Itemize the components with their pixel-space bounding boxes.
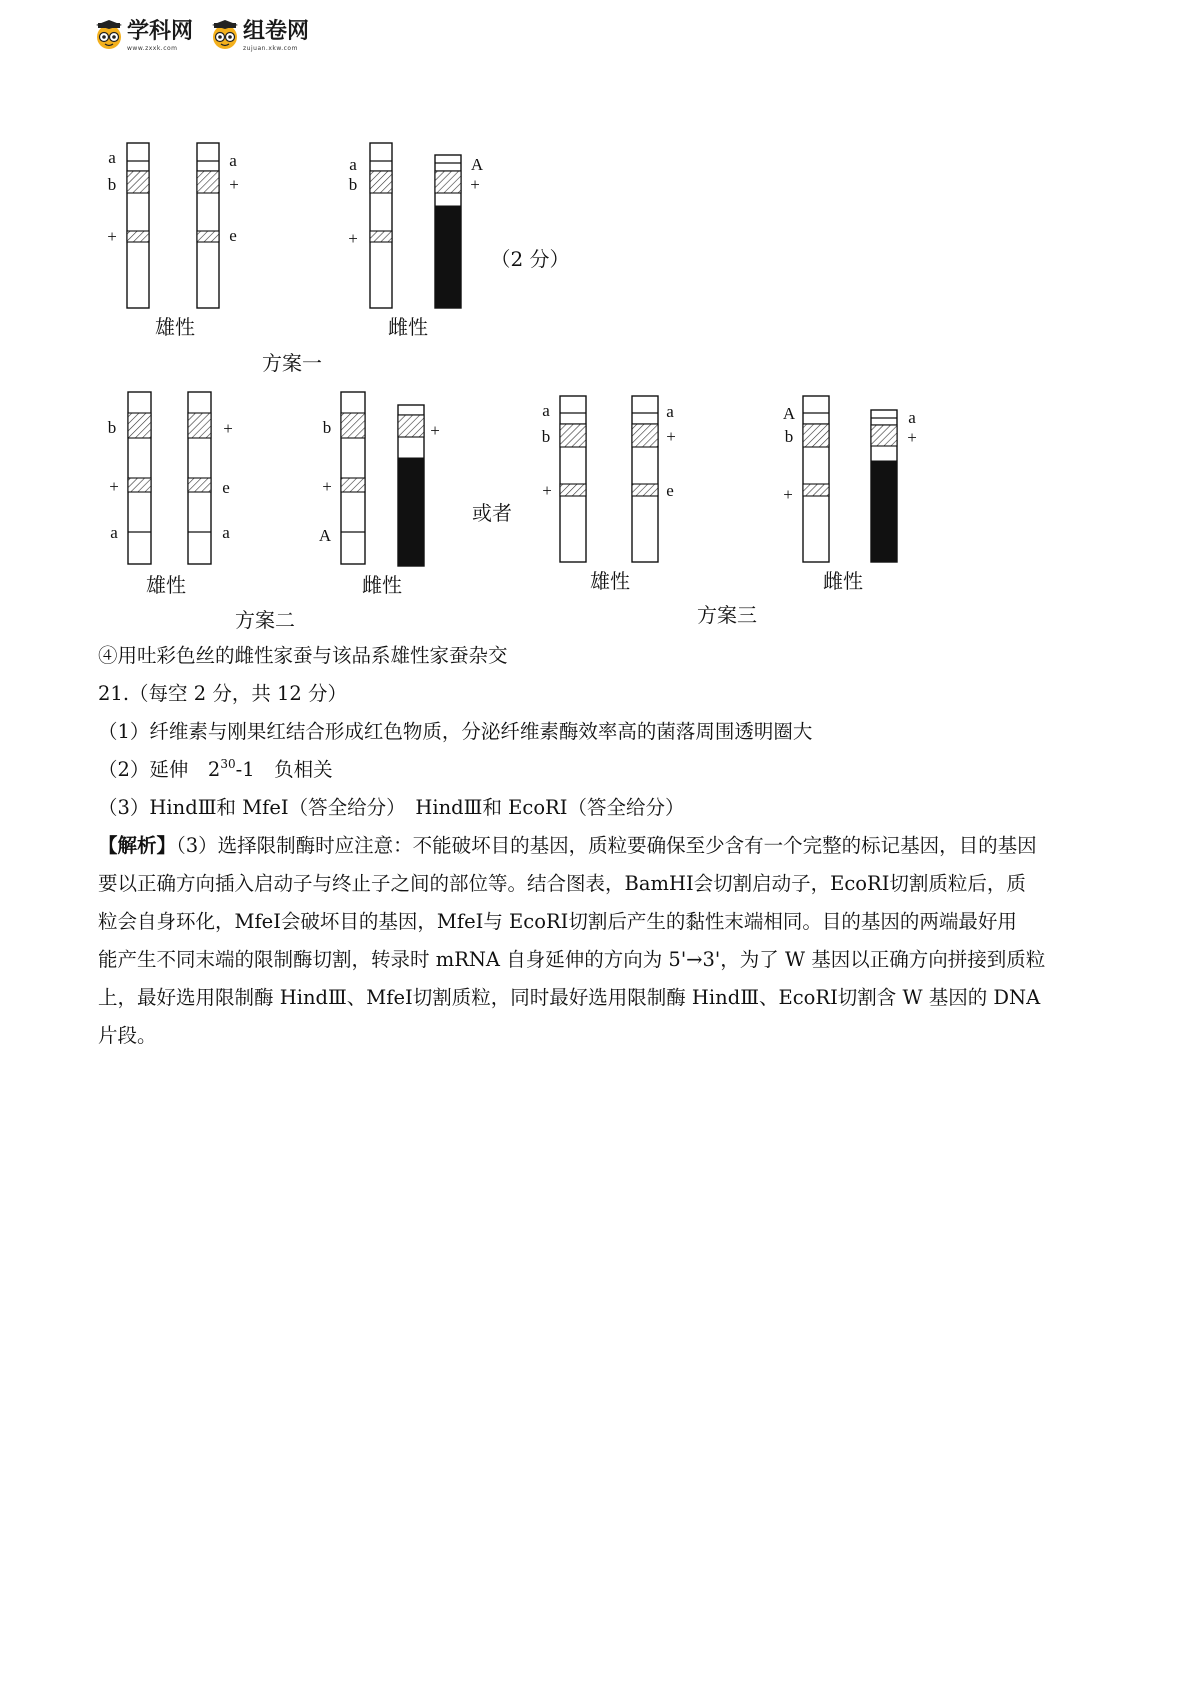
hatched-gene-locus <box>128 478 151 492</box>
allele-label: e <box>666 481 674 500</box>
allele-label: + <box>666 427 676 446</box>
allele-label: b <box>784 427 794 446</box>
allele-label: a <box>110 523 118 542</box>
allele-label: + <box>109 477 119 496</box>
hatched-gene-locus <box>632 424 658 447</box>
allele-label: + <box>322 477 332 496</box>
allele-label: a <box>229 151 237 170</box>
chromosome <box>197 143 219 308</box>
chromosome-diagram <box>0 0 1200 660</box>
plan-2-caption: 方案二 <box>235 608 295 632</box>
allele-label: a <box>222 523 230 542</box>
allele-label: a <box>108 148 116 167</box>
allele-label: + <box>430 421 440 440</box>
analysis-line: 片段。 <box>98 1024 157 1047</box>
allele-label: + <box>348 229 358 248</box>
part-2-prefix: （2）延伸 2 <box>98 758 221 781</box>
exponent: 30 <box>220 757 236 771</box>
analysis-text: （3）选择限制酶时应注意：不能破坏目的基因，质粒要确保至少含有一个完整的标记基因，目的基因 <box>176 834 1037 857</box>
allele-label: e <box>229 226 237 245</box>
question-21-part-1: （1）纤维素与刚果红结合形成红色物质，分泌纤维素酶效率高的菌落周围透明圈大 <box>98 720 813 743</box>
allele-label: b <box>348 175 358 194</box>
question-21-part-2 <box>98 751 1110 789</box>
allele-label: a <box>542 401 550 420</box>
allele-label: A <box>318 526 332 545</box>
hatched-gene-locus <box>398 415 424 437</box>
logo-url: www.zxxk.com <box>127 45 178 52</box>
allele-label: a <box>908 408 916 427</box>
hatched-gene-locus <box>128 413 151 438</box>
answer-content <box>98 637 1110 1055</box>
part-2-suffix: -1 负相关 <box>235 758 333 781</box>
analysis-line <box>98 827 1110 865</box>
analysis-line: 上，最好选用限制酶 HindⅢ、MfeⅠ切割质粒，同时最好选用限制酶 HindⅢ、EcoRⅠ切割含 W 基因的 DNA <box>98 986 1041 1009</box>
chromosome <box>127 143 149 308</box>
allele-label: + <box>107 227 117 246</box>
hatched-gene-locus <box>560 424 586 447</box>
hatched-gene-locus <box>341 413 365 438</box>
analysis-line: 能产生不同末端的限制酶切割，转录时 mRNA 自身延伸的方向为 5'→3'，为了 W 基因以正确方向拼接到质粒 <box>98 948 1046 971</box>
allele-label: + <box>783 485 793 504</box>
hatched-gene-locus <box>803 484 829 496</box>
analysis-tag: 【解析】 <box>98 834 177 857</box>
allele-label: b <box>322 418 332 437</box>
hatched-gene-locus <box>632 484 658 496</box>
hatched-gene-locus <box>370 171 392 193</box>
score-note: （2 分） <box>490 247 570 271</box>
translocated-segment <box>871 461 897 562</box>
hatched-gene-locus <box>127 171 149 193</box>
male-caption: 雄性 <box>155 315 195 339</box>
logo-url: zujuan.xkw.com <box>243 45 298 52</box>
question-21-part-3: （3）HindⅢ和 MfeⅠ（答全给分） HindⅢ和 EcoRⅠ（答全给分） <box>98 796 685 819</box>
hatched-gene-locus <box>803 424 829 447</box>
translocated-segment <box>398 458 424 566</box>
allele-label: b <box>107 175 117 194</box>
chromosome <box>632 396 658 562</box>
hatched-gene-locus <box>127 231 149 242</box>
logo-title: 学科网 <box>127 19 194 44</box>
chromosome <box>560 396 586 562</box>
hatched-gene-locus <box>435 171 461 193</box>
hatched-gene-locus <box>560 484 586 496</box>
allele-label: a <box>349 155 357 174</box>
allele-label: + <box>542 481 552 500</box>
chromosome <box>803 396 829 562</box>
male-caption: 雄性 <box>146 573 186 597</box>
plan-3-caption: 方案三 <box>697 603 757 627</box>
female-caption: 雌性 <box>362 573 402 597</box>
male-caption: 雄性 <box>590 569 630 593</box>
hatched-gene-locus <box>188 413 211 438</box>
analysis-line: 粒会自身环化，MfeⅠ会破坏目的基因，MfeⅠ与 EcoRⅠ切割后产生的黏性末端相同。目的基因的两端最好用 <box>98 910 1017 933</box>
allele-label: b <box>541 427 551 446</box>
allele-label: A <box>782 404 796 423</box>
plan-1-caption: 方案一 <box>262 351 322 375</box>
female-caption: 雌性 <box>823 569 863 593</box>
hatched-gene-locus <box>197 231 219 242</box>
female-caption: 雌性 <box>388 315 428 339</box>
hatched-gene-locus <box>341 478 365 492</box>
allele-label: + <box>229 175 239 194</box>
hatched-gene-locus <box>197 171 219 193</box>
allele-label: + <box>223 419 233 438</box>
allele-label: a <box>666 402 674 421</box>
analysis-line: 要以正确方向插入启动子与终止子之间的部位等。结合图表，BamHⅠ会切割启动子，EcoRⅠ切割质粒后，质 <box>98 872 1026 895</box>
chromosome <box>370 143 392 308</box>
hatched-gene-locus <box>188 478 211 492</box>
allele-label: A <box>470 155 484 174</box>
hatched-gene-locus <box>370 231 392 242</box>
hatched-gene-locus <box>871 425 897 446</box>
question-21-header: 21.（每空 2 分，共 12 分） <box>98 682 348 705</box>
allele-label: + <box>470 175 480 194</box>
translocated-segment <box>435 206 461 308</box>
item-4-text: ④用吐彩色丝的雌性家蚕与该品系雄性家蚕杂交 <box>98 644 508 667</box>
allele-label: e <box>222 478 230 497</box>
logo-title: 组卷网 <box>243 19 310 44</box>
or-label: 或者 <box>472 501 512 525</box>
allele-label: + <box>907 428 917 447</box>
allele-label: b <box>107 418 117 437</box>
